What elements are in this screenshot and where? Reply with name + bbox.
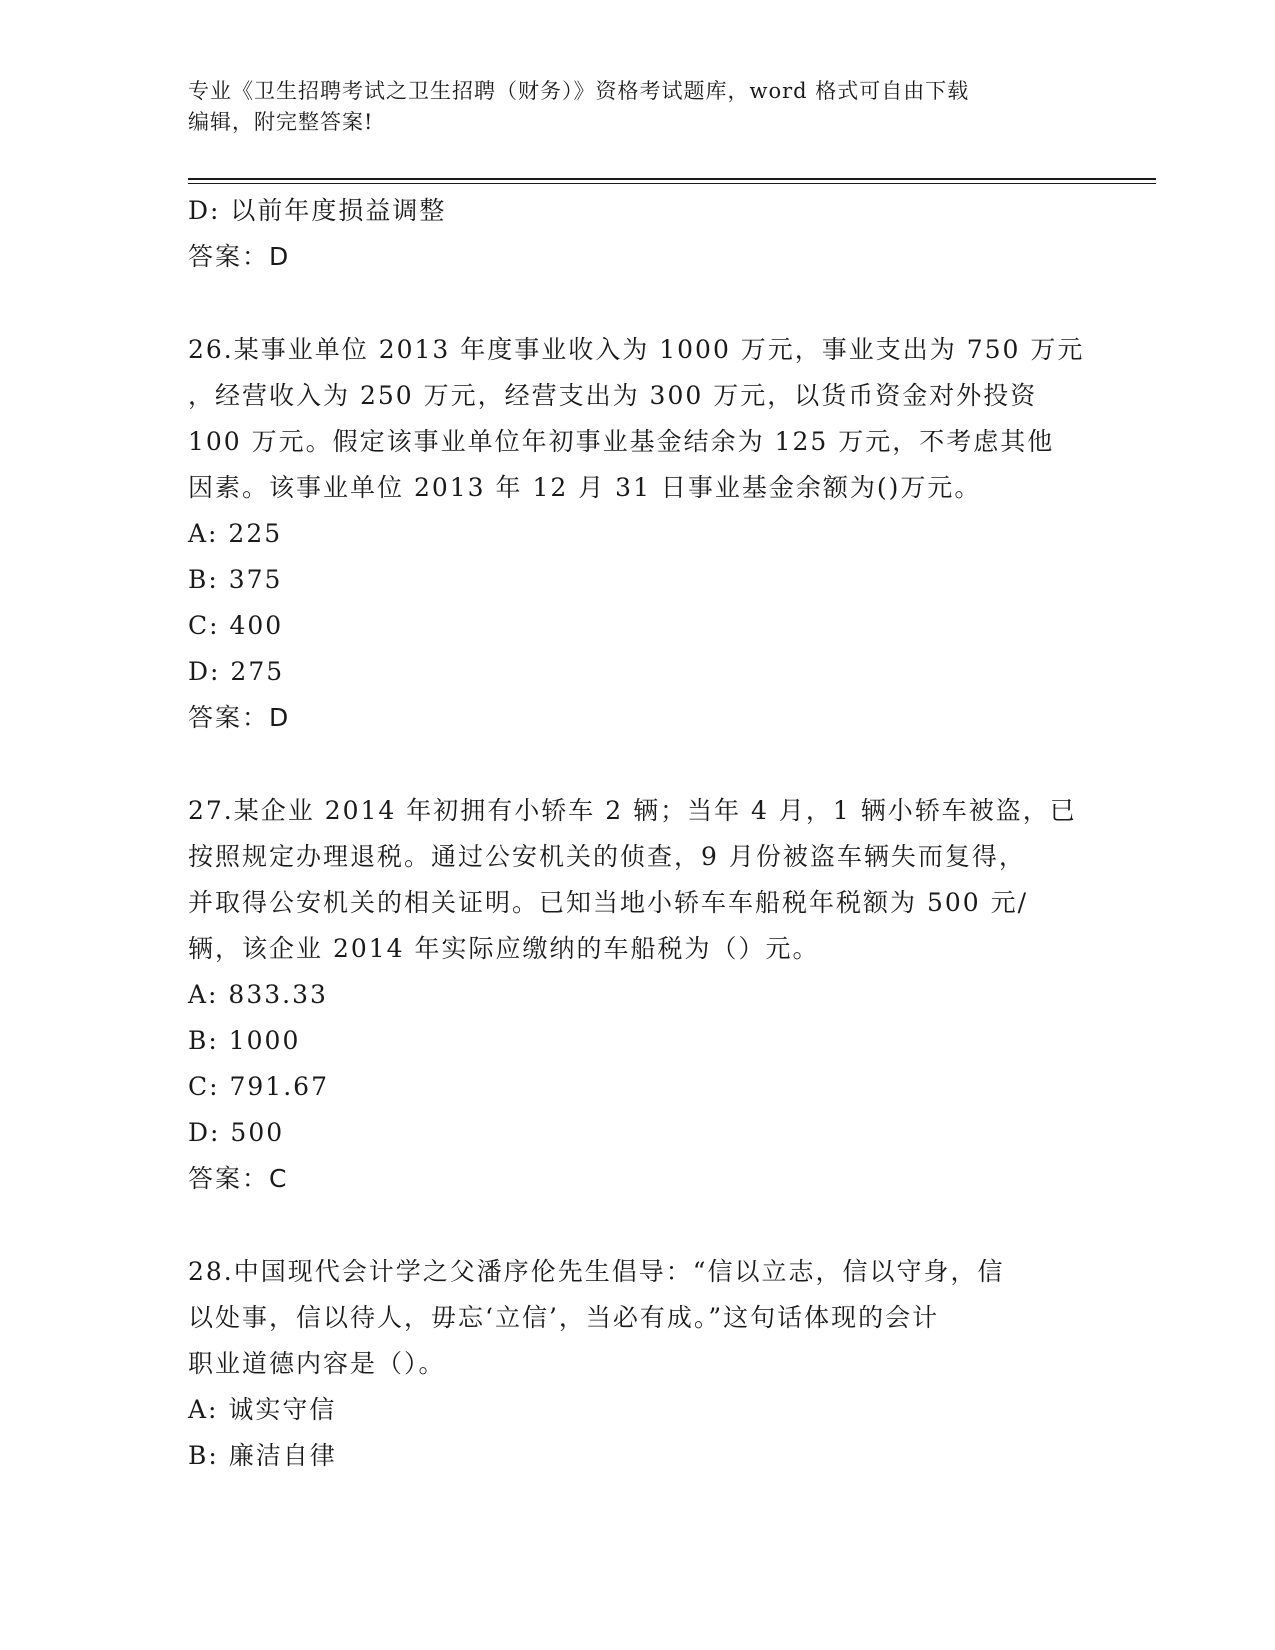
page-header bbox=[188, 76, 1088, 138]
header-divider-thin bbox=[188, 183, 1156, 184]
question-26 bbox=[188, 327, 1088, 741]
question-28 bbox=[188, 1249, 1088, 1479]
question-text-line: 因素。该事业单位 2013 年 12 月 31 日事业基金余额为()万元。 bbox=[188, 473, 982, 502]
question-text-line: 辆，该企业 2014 年实际应缴纳的车船税为（）元。 bbox=[188, 934, 820, 963]
option-c: C: 791.67 bbox=[188, 1072, 329, 1101]
option-d: D: 以前年度损益调整 bbox=[188, 196, 447, 225]
question-text-line: 职业道德内容是（）。 bbox=[188, 1349, 446, 1378]
answer: 答案：C bbox=[188, 1164, 289, 1193]
header-divider-thick bbox=[188, 178, 1156, 180]
option-b: B: 375 bbox=[188, 565, 283, 594]
option-a: A: 225 bbox=[188, 519, 283, 548]
question-text-line: 并取得公安机关的相关证明。已知当地小轿车车船税年税额为 500 元/ bbox=[188, 888, 1029, 917]
option-c: C: 400 bbox=[188, 611, 284, 640]
option-a: A: 诚实守信 bbox=[188, 1395, 337, 1424]
previous-question-tail bbox=[188, 188, 1088, 280]
answer: 答案：D bbox=[188, 242, 291, 271]
question-text-line: 26.某事业单位 2013 年度事业收入为 1000 万元，事业支出为 750 万元 bbox=[188, 335, 1085, 364]
header-line-2: 编辑，附完整答案! bbox=[188, 110, 374, 134]
question-text-line: 按照规定办理退税。通过公安机关的侦查，9 月份被盗车辆失而复得， bbox=[188, 842, 1026, 871]
option-a: A: 833.33 bbox=[188, 980, 328, 1009]
header-line-1: 专业《卫生招聘考试之卫生招聘（财务）》资格考试题库，word 格式可自由下载 bbox=[188, 79, 970, 103]
question-text-line: 27.某企业 2014 年初拥有小轿车 2 辆；当年 4 月，1 辆小轿车被盗，已 bbox=[188, 796, 1077, 825]
question-content bbox=[188, 188, 1088, 1479]
option-b: B: 廉洁自律 bbox=[188, 1441, 337, 1470]
answer: 答案：D bbox=[188, 703, 291, 732]
question-27 bbox=[188, 788, 1088, 1202]
option-b: B: 1000 bbox=[188, 1026, 301, 1055]
question-text-line: ，经营收入为 250 万元，经营支出为 300 万元，以货币资金对外投资 bbox=[188, 381, 1038, 410]
question-text-line: 100 万元。假定该事业单位年初事业基金结余为 125 万元，不考虑其他 bbox=[188, 427, 1055, 456]
question-text-line: 以处事，信以待人，毋忘‘立信’，当必有成。”这句话体现的会计 bbox=[188, 1303, 940, 1332]
question-text-line: 28.中国现代会计学之父潘序伦先生倡导：“信以立志，信以守身，信 bbox=[188, 1257, 1005, 1286]
option-d: D: 275 bbox=[188, 657, 285, 686]
option-d: D: 500 bbox=[188, 1118, 285, 1147]
